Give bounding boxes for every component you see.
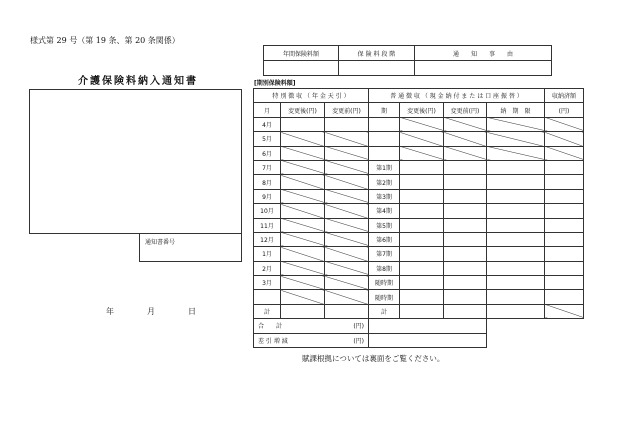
document-title: 介護保険料納入通知書: [78, 76, 198, 87]
period-cell: 第1期: [369, 160, 400, 174]
date-day: 日: [188, 307, 196, 316]
amount-cell: [487, 132, 545, 146]
ordinary-after-header: 変更後(円): [400, 103, 444, 117]
ordinary-before-header: 変更前(円): [444, 103, 487, 117]
amount-cell: [325, 232, 369, 246]
amount-cell: [400, 261, 444, 275]
amount-cell: [281, 261, 325, 275]
date-year: 年: [106, 307, 114, 316]
period-cell: 第4期: [369, 204, 400, 218]
table-row: [254, 132, 584, 146]
period-premium-table: [253, 88, 584, 348]
period-cell: 第5期: [369, 218, 400, 232]
table-row: [254, 304, 584, 318]
amount-cell: [400, 247, 444, 261]
amount-cell: [545, 290, 584, 304]
month-cell: 10月: [254, 204, 281, 218]
amount-cell: [545, 175, 584, 189]
notice-reason-value: [415, 61, 552, 76]
footnote: 賦課根拠については裏面をご覧ください。: [302, 354, 445, 363]
premium-stage-header: 保 険 料 段 階: [339, 46, 415, 61]
amount-cell: [281, 175, 325, 189]
amount-cell: [545, 146, 584, 160]
month-cell: 7月: [254, 160, 281, 174]
difference-row-label-cell: [254, 333, 369, 347]
amount-cell: [545, 232, 584, 246]
month-cell: 計: [254, 304, 281, 318]
amount-cell: [444, 132, 487, 146]
amount-cell: [281, 132, 325, 146]
amount-cell: [444, 304, 487, 318]
due-date-header: 納 期 限: [487, 103, 545, 117]
amount-cell: [444, 218, 487, 232]
amount-cell: [444, 232, 487, 246]
table-row: [254, 232, 584, 246]
table-row: [254, 175, 584, 189]
month-cell: 9月: [254, 189, 281, 203]
table-row: [254, 247, 584, 261]
amount-cell: [487, 290, 545, 304]
form-number: 様式第 29 号（第 19 条、第 20 条関係）: [30, 36, 180, 45]
difference-row-label: 差 引 増 減: [258, 337, 288, 345]
amount-cell: [545, 304, 584, 318]
amount-cell: [487, 232, 545, 246]
address-box: [29, 89, 242, 234]
amount-cell: [281, 160, 325, 174]
period-cell: [369, 132, 400, 146]
blank-cell: [487, 319, 584, 333]
annual-premium-header: 年間保険料額: [264, 46, 339, 61]
period-cell: 随時期: [369, 290, 400, 304]
date-month: 月: [147, 307, 155, 316]
total-row: [254, 319, 584, 333]
special-collection-header: 特 別 徴 収 （ 年 金 天 引 ）: [254, 89, 369, 103]
month-cell: [254, 290, 281, 304]
amount-cell: [281, 189, 325, 203]
amount-cell: [444, 160, 487, 174]
month-cell: 3月: [254, 276, 281, 290]
total-row-yen: (円): [353, 323, 364, 331]
annual-premium-value: [264, 61, 339, 76]
amount-cell: [545, 247, 584, 261]
amount-cell: [444, 247, 487, 261]
amount-cell: [400, 132, 444, 146]
amount-cell: [325, 218, 369, 232]
table-row: [254, 117, 584, 131]
period-cell: 第7期: [369, 247, 400, 261]
amount-cell: [325, 160, 369, 174]
amount-cell: [545, 218, 584, 232]
amount-cell: [325, 276, 369, 290]
amount-cell: [487, 304, 545, 318]
difference-row: [254, 333, 584, 347]
amount-cell: [487, 160, 545, 174]
amount-cell: [487, 204, 545, 218]
amount-cell: [400, 204, 444, 218]
month-header: 月: [254, 103, 281, 117]
month-cell: 1月: [254, 247, 281, 261]
amount-cell: [325, 290, 369, 304]
paid-yen-header: (円): [545, 103, 584, 117]
period-cell: 第8期: [369, 261, 400, 275]
month-cell: 8月: [254, 175, 281, 189]
amount-cell: [444, 146, 487, 160]
amount-cell: [281, 218, 325, 232]
amount-cell: [325, 146, 369, 160]
amount-cell: [400, 175, 444, 189]
amount-cell: [444, 261, 487, 275]
notice-number-box: [139, 234, 242, 262]
table-row: [254, 160, 584, 174]
amount-cell: [545, 117, 584, 131]
table-row: [254, 146, 584, 160]
amount-cell: [444, 175, 487, 189]
amount-cell: [281, 117, 325, 131]
amount-cell: [487, 189, 545, 203]
amount-cell: [281, 146, 325, 160]
month-cell: 5月: [254, 132, 281, 146]
table-row: [254, 276, 584, 290]
month-cell: 11月: [254, 218, 281, 232]
total-row-label-cell: [254, 319, 369, 333]
amount-cell: [325, 204, 369, 218]
amount-cell: [444, 204, 487, 218]
amount-cell: [281, 276, 325, 290]
amount-cell: [545, 132, 584, 146]
blank-cell: [487, 333, 584, 347]
amount-cell: [400, 189, 444, 203]
amount-cell: [444, 117, 487, 131]
month-cell: 6月: [254, 146, 281, 160]
amount-cell: [325, 132, 369, 146]
amount-cell: [400, 146, 444, 160]
notice-number-label: 通知書番号: [145, 239, 176, 246]
period-cell: 第3期: [369, 189, 400, 203]
amount-cell: [325, 175, 369, 189]
amount-cell: [400, 232, 444, 246]
amount-cell: [400, 290, 444, 304]
amount-cell: [487, 175, 545, 189]
period-cell: 計: [369, 304, 400, 318]
ordinary-collection-header: 普 通 徴 収 （ 現 金 納 付 ま た は 口 座 振 替 ）: [369, 89, 545, 103]
amount-cell: [281, 304, 325, 318]
total-row-value: [369, 319, 487, 333]
table-row: [254, 218, 584, 232]
amount-cell: [325, 189, 369, 203]
amount-cell: [400, 218, 444, 232]
total-row-label: 合 計: [258, 323, 283, 331]
amount-cell: [487, 117, 545, 131]
table-row: [254, 290, 584, 304]
amount-cell: [545, 276, 584, 290]
period-cell: 第6期: [369, 232, 400, 246]
notice-reason-header: 通 知 事 由: [415, 46, 552, 61]
amount-cell: [281, 290, 325, 304]
amount-cell: [400, 304, 444, 318]
month-cell: 2月: [254, 261, 281, 275]
amount-cell: [281, 204, 325, 218]
amount-cell: [545, 189, 584, 203]
amount-cell: [325, 117, 369, 131]
table-row: [254, 189, 584, 203]
section-label: [期別保険料額]: [254, 80, 296, 87]
table-row: [254, 204, 584, 218]
difference-row-value: [369, 333, 487, 347]
special-after-header: 変更後(円): [281, 103, 325, 117]
amount-cell: [325, 247, 369, 261]
premium-summary-table: [263, 45, 552, 76]
special-before-header: 変更前(円): [325, 103, 369, 117]
period-header: 期: [369, 103, 400, 117]
month-cell: 12月: [254, 232, 281, 246]
amount-cell: [487, 247, 545, 261]
amount-cell: [487, 218, 545, 232]
period-cell: 第2期: [369, 175, 400, 189]
premium-stage-value: [339, 61, 415, 76]
amount-cell: [281, 232, 325, 246]
amount-cell: [400, 276, 444, 290]
amount-cell: [487, 276, 545, 290]
amount-cell: [325, 304, 369, 318]
period-cell: [369, 146, 400, 160]
period-cell: [369, 117, 400, 131]
amount-cell: [325, 261, 369, 275]
amount-cell: [487, 146, 545, 160]
amount-cell: [281, 247, 325, 261]
amount-cell: [400, 117, 444, 131]
period-cell: 随時期: [369, 276, 400, 290]
amount-cell: [400, 160, 444, 174]
amount-cell: [545, 261, 584, 275]
amount-cell: [444, 276, 487, 290]
amount-cell: [545, 204, 584, 218]
table-row: [254, 261, 584, 275]
amount-cell: [444, 290, 487, 304]
paid-amount-header: 収納済額: [545, 89, 584, 103]
amount-cell: [487, 261, 545, 275]
amount-cell: [444, 189, 487, 203]
month-cell: 4月: [254, 117, 281, 131]
amount-cell: [545, 160, 584, 174]
difference-row-yen: (円): [353, 337, 364, 345]
